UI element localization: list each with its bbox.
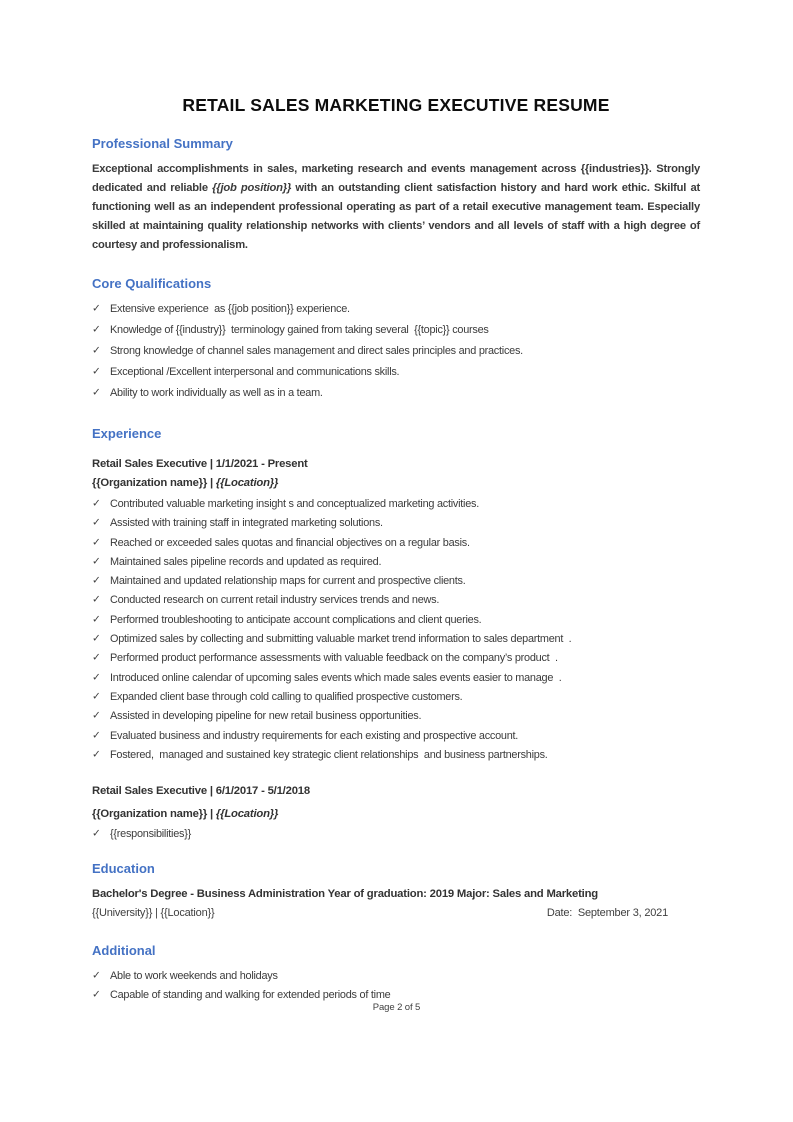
summary-text-after: with an outstanding client satisfaction history and hard work ethic. Skilful at functioning well as an independent professional operating as part of a retail executive management team. Especially skilled at maintaining quality relationship networks with clients’ vendors and all levels of staff with a high degree of courtesy and professionalism. — [92, 182, 701, 251]
checkmark-icon: ✓ — [92, 651, 101, 664]
checkmark-icon: ✓ — [92, 386, 101, 399]
page-number: Page 2 of 5 — [372, 1002, 421, 1013]
checkmark-icon: ✓ — [92, 690, 101, 703]
additional-list — [92, 967, 700, 1004]
organization-placeholder: {{Organization name}} | — [92, 477, 216, 489]
list-item — [92, 320, 700, 341]
checkmark-icon: ✓ — [92, 536, 101, 549]
list-item — [92, 383, 700, 404]
list-item-text: Assisted in developing pipeline for new retail business opportunities. — [110, 710, 422, 723]
list-item — [92, 553, 700, 572]
checkmark-icon: ✓ — [92, 988, 101, 1001]
checkmark-icon: ✓ — [92, 969, 101, 982]
job-previous-bullet-list — [92, 825, 700, 844]
job-org-current — [92, 474, 700, 493]
location-placeholder: {{Location}} — [215, 808, 279, 821]
list-item — [92, 299, 700, 320]
list-item — [92, 362, 700, 383]
list-item — [92, 967, 700, 986]
checkmark-icon: ✓ — [92, 555, 101, 568]
list-item — [92, 649, 700, 668]
list-item-text: Optimized sales by collecting and submitting valuable market trend information to sales department . — [110, 633, 572, 646]
list-item-text: Knowledge of {{industry}} terminology gained from taking several {{topic}} courses — [110, 324, 489, 336]
list-item-text: Ability to work individually as well as in a team. — [110, 387, 323, 399]
education-degree-line: Bachelor's Degree - Business Administration Year of graduation: 2019 Major: Sales and Marketing — [92, 888, 599, 901]
list-item-text: Contributed valuable marketing insight s and conceptualized marketing activities. — [110, 498, 479, 510]
checkmark-icon: ✓ — [92, 344, 101, 357]
list-item-text: {{responsibilities}} — [110, 828, 191, 841]
organization-placeholder: {{Organization name}} | — [92, 808, 216, 821]
checkmark-icon: ✓ — [92, 632, 101, 645]
list-item — [92, 495, 700, 514]
checkmark-icon: ✓ — [92, 323, 101, 336]
checkmark-icon: ✓ — [92, 827, 101, 840]
section-heading-professional-summary: Professional Summary — [92, 136, 233, 151]
list-item — [92, 630, 700, 649]
checkmark-icon: ✓ — [92, 302, 101, 315]
list-item-text: Assisted with training staff in integrated marketing solutions. — [110, 517, 383, 530]
job-org-previous — [92, 805, 700, 824]
job-current-bullet-list — [92, 495, 700, 765]
list-item — [92, 746, 700, 765]
list-item-text: Exceptional /Excellent interpersonal and communications skills. — [110, 366, 400, 378]
list-item-text: Evaluated business and industry requirements for each existing and prospective account. — [110, 729, 519, 742]
section-heading-additional: Additional — [92, 943, 156, 959]
checkmark-icon: ✓ — [92, 709, 101, 722]
section-heading-experience: Experience — [92, 426, 162, 441]
location-placeholder: {{Location}} — [215, 477, 279, 489]
page-title: RETAIL SALES MARKETING EXECUTIVE RESUME — [182, 95, 610, 115]
checkmark-icon: ✓ — [92, 516, 101, 529]
list-item-text: Introduced online calendar of upcoming sales events which made sales events easier to manage . — [110, 671, 562, 684]
job-title-current: Retail Sales Executive | 1/1/2021 - Present — [92, 458, 308, 470]
list-item-text: Conducted research on current retail industry services trends and news. — [110, 594, 440, 607]
checkmark-icon: ✓ — [92, 613, 101, 626]
list-item-text: Fostered, managed and sustained key strategic client relationships and business partnerships. — [110, 748, 548, 761]
checkmark-icon: ✓ — [92, 497, 101, 510]
checkmark-icon: ✓ — [92, 671, 101, 684]
list-item — [92, 341, 700, 362]
job-position-placeholder: {{job position}} — [212, 182, 292, 194]
list-item-text: Capable of standing and walking for extended periods of time — [110, 988, 391, 1001]
list-item — [92, 688, 700, 707]
list-item-text: Maintained and updated relationship maps for current and prospective clients. — [110, 575, 466, 588]
core-qualifications-list — [92, 299, 700, 404]
job-title-previous: Retail Sales Executive | 6/1/2017 - 5/1/2018 — [92, 785, 310, 798]
list-item — [92, 514, 700, 533]
checkmark-icon: ✓ — [92, 748, 101, 761]
section-heading-core-qualifications: Core Qualifications — [92, 276, 212, 291]
list-item — [92, 591, 700, 610]
list-item-text: Performed product performance assessments with valuable feedback on the company’s product . — [110, 652, 558, 665]
university-placeholder: {{University}} | {{Location}} — [92, 907, 215, 920]
checkmark-icon: ✓ — [92, 729, 101, 742]
checkmark-icon: ✓ — [92, 574, 101, 587]
section-heading-education: Education — [92, 861, 155, 877]
checkmark-icon: ✓ — [92, 365, 101, 378]
list-item-text: Able to work weekends and holidays — [110, 970, 278, 983]
summary-text-before: Exceptional accomplishments in sales, marketing research and events management across {{industries}}. Strongly dedicated and reliable — [92, 163, 700, 194]
list-item-text: Maintained sales pipeline records and updated as required. — [110, 555, 382, 568]
list-item-text: Reached or exceeded sales quotas and financial objectives on a regular basis. — [110, 536, 470, 549]
list-item — [92, 669, 700, 688]
education-date: Date: September 3, 2021 — [546, 907, 668, 920]
list-item — [92, 727, 700, 746]
checkmark-icon: ✓ — [92, 593, 101, 606]
list-item-text: Expanded client base through cold calling to qualified prospective customers. — [110, 690, 463, 703]
list-item — [92, 572, 700, 591]
list-item-text: Strong knowledge of channel sales management and direct sales principles and practices. — [110, 345, 523, 357]
list-item — [92, 707, 700, 726]
professional-summary-paragraph — [92, 160, 700, 255]
list-item — [92, 611, 700, 630]
list-item-text: Performed troubleshooting to anticipate account complications and client queries. — [110, 613, 482, 626]
list-item — [92, 825, 700, 844]
list-item — [92, 534, 700, 553]
list-item-text: Extensive experience as {{job position}} experience. — [110, 303, 350, 315]
education-detail-line — [92, 904, 700, 923]
